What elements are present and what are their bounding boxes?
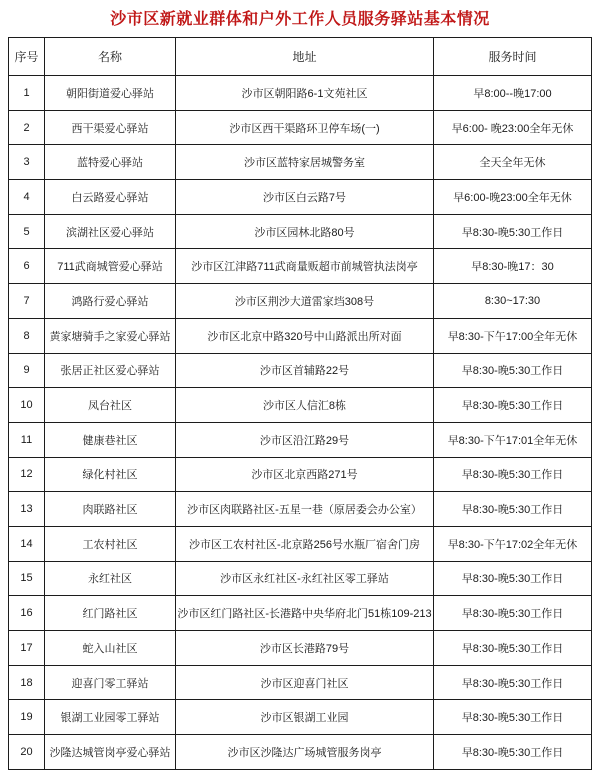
cell-time: 早8:30-晚5:30工作日 <box>434 353 592 388</box>
cell-address: 沙市区北京中路320号中山路派出所对面 <box>176 318 434 353</box>
cell-address: 沙市区长港路79号 <box>176 631 434 666</box>
table-row <box>9 735 592 770</box>
table-row <box>9 492 592 527</box>
cell-name: 健康巷社区 <box>45 422 176 457</box>
cell-name: 红门路社区 <box>45 596 176 631</box>
table-row <box>9 631 592 666</box>
cell-address: 沙市区白云路7号 <box>176 180 434 215</box>
cell-name: 银湖工业园零工驿站 <box>45 700 176 735</box>
cell-time: 早8:30-晚5:30工作日 <box>434 631 592 666</box>
table-body <box>9 76 592 770</box>
cell-name: 西干渠爱心驿站 <box>45 110 176 145</box>
cell-time: 早8:30-晚5:30工作日 <box>434 492 592 527</box>
cell-index: 14 <box>9 526 45 561</box>
cell-index: 13 <box>9 492 45 527</box>
cell-index: 16 <box>9 596 45 631</box>
table-header-row <box>9 38 592 76</box>
cell-time: 早8:30-晚5:30工作日 <box>434 665 592 700</box>
table-row <box>9 318 592 353</box>
header-name: 名称 <box>45 38 176 76</box>
cell-name: 凤台社区 <box>45 388 176 423</box>
cell-time: 早8:30-晚5:30工作日 <box>434 700 592 735</box>
cell-time: 早6:00- 晚23:00全年无休 <box>434 110 592 145</box>
cell-name: 鸿路行爱心驿站 <box>45 284 176 319</box>
table-row <box>9 665 592 700</box>
cell-name: 肉联路社区 <box>45 492 176 527</box>
cell-time: 8:30~17:30 <box>434 284 592 319</box>
cell-name: 张居正社区爱心驿站 <box>45 353 176 388</box>
table-row <box>9 561 592 596</box>
cell-address: 沙市区沿江路29号 <box>176 422 434 457</box>
table-row <box>9 388 592 423</box>
table-row <box>9 249 592 284</box>
cell-index: 10 <box>9 388 45 423</box>
table-row <box>9 700 592 735</box>
page-title: 沙市区新就业群体和户外工作人员服务驿站基本情况 <box>110 11 490 28</box>
cell-index: 1 <box>9 76 45 111</box>
cell-time: 早8:30-下午17:00全年无休 <box>434 318 592 353</box>
cell-time: 早8:00--晚17:00 <box>434 76 592 111</box>
table-row <box>9 526 592 561</box>
cell-name: 黄家塘骑手之家爱心驿站 <box>45 318 176 353</box>
cell-name: 蛇入山社区 <box>45 631 176 666</box>
cell-time: 全天全年无休 <box>434 145 592 180</box>
cell-address: 沙市区工农村社区-北京路256号水瓶厂宿舍门房 <box>176 526 434 561</box>
cell-name: 永红社区 <box>45 561 176 596</box>
table-row <box>9 214 592 249</box>
cell-time: 早8:30-晚5:30工作日 <box>434 214 592 249</box>
cell-time: 早8:30-下午17:01全年无休 <box>434 422 592 457</box>
cell-address: 沙市区朝阳路6-1文苑社区 <box>176 76 434 111</box>
cell-index: 3 <box>9 145 45 180</box>
header-address: 地址 <box>176 38 434 76</box>
cell-time: 早8:30-晚5:30工作日 <box>434 561 592 596</box>
cell-time: 早6:00-晚23:00全年无休 <box>434 180 592 215</box>
cell-address: 沙市区沙隆达广场城管服务岗亭 <box>176 735 434 770</box>
cell-name: 朝阳街道爱心驿站 <box>45 76 176 111</box>
cell-address: 沙市区首辅路22号 <box>176 353 434 388</box>
cell-address: 沙市区人信汇8栋 <box>176 388 434 423</box>
cell-time: 早8:30-晚5:30工作日 <box>434 388 592 423</box>
cell-index: 20 <box>9 735 45 770</box>
cell-address: 沙市区荆沙大道雷家垱308号 <box>176 284 434 319</box>
cell-index: 7 <box>9 284 45 319</box>
cell-name: 白云路爱心驿站 <box>45 180 176 215</box>
table-row <box>9 284 592 319</box>
cell-address: 沙市区银湖工业园 <box>176 700 434 735</box>
cell-address: 沙市区蓝特家居城警务室 <box>176 145 434 180</box>
cell-index: 9 <box>9 353 45 388</box>
cell-name: 迎喜门零工驿站 <box>45 665 176 700</box>
cell-index: 11 <box>9 422 45 457</box>
cell-index: 17 <box>9 631 45 666</box>
cell-index: 2 <box>9 110 45 145</box>
cell-index: 12 <box>9 457 45 492</box>
cell-time: 早8:30-晚5:30工作日 <box>434 457 592 492</box>
cell-address: 沙市区江津路711武商量贩超市前城管执法岗亭 <box>176 249 434 284</box>
header-index: 序号 <box>9 38 45 76</box>
cell-address: 沙市区永红社区-永红社区零工驿站 <box>176 561 434 596</box>
cell-address: 沙市区园林北路80号 <box>176 214 434 249</box>
cell-time: 早8:30-下午17:02全年无休 <box>434 526 592 561</box>
table-row <box>9 145 592 180</box>
cell-time: 早8:30-晚17：30 <box>434 249 592 284</box>
table-row <box>9 457 592 492</box>
cell-time: 早8:30-晚5:30工作日 <box>434 735 592 770</box>
table-row <box>9 422 592 457</box>
table-row <box>9 596 592 631</box>
cell-address: 沙市区红门路社区-长港路中央华府北门51栋109-213 <box>176 596 434 631</box>
cell-index: 6 <box>9 249 45 284</box>
cell-address: 沙市区迎喜门社区 <box>176 665 434 700</box>
cell-index: 5 <box>9 214 45 249</box>
cell-name: 沙隆达城管岗亭爱心驿站 <box>45 735 176 770</box>
table-row <box>9 76 592 111</box>
cell-name: 滨湖社区爱心驿站 <box>45 214 176 249</box>
header-time: 服务时间 <box>434 38 592 76</box>
cell-name: 绿化村社区 <box>45 457 176 492</box>
table-row <box>9 180 592 215</box>
cell-name: 711武商城管爱心驿站 <box>45 249 176 284</box>
cell-address: 沙市区西干渠路环卫停车场(一) <box>176 110 434 145</box>
cell-index: 18 <box>9 665 45 700</box>
cell-index: 19 <box>9 700 45 735</box>
cell-name: 蓝特爱心驿站 <box>45 145 176 180</box>
table-row <box>9 110 592 145</box>
cell-address: 沙市区北京西路271号 <box>176 457 434 492</box>
table-row <box>9 353 592 388</box>
cell-index: 15 <box>9 561 45 596</box>
cell-index: 8 <box>9 318 45 353</box>
cell-name: 工农村社区 <box>45 526 176 561</box>
cell-address: 沙市区肉联路社区-五星一巷（原居委会办公室） <box>176 492 434 527</box>
station-table <box>8 37 592 770</box>
cell-time: 早8:30-晚5:30工作日 <box>434 596 592 631</box>
cell-index: 4 <box>9 180 45 215</box>
